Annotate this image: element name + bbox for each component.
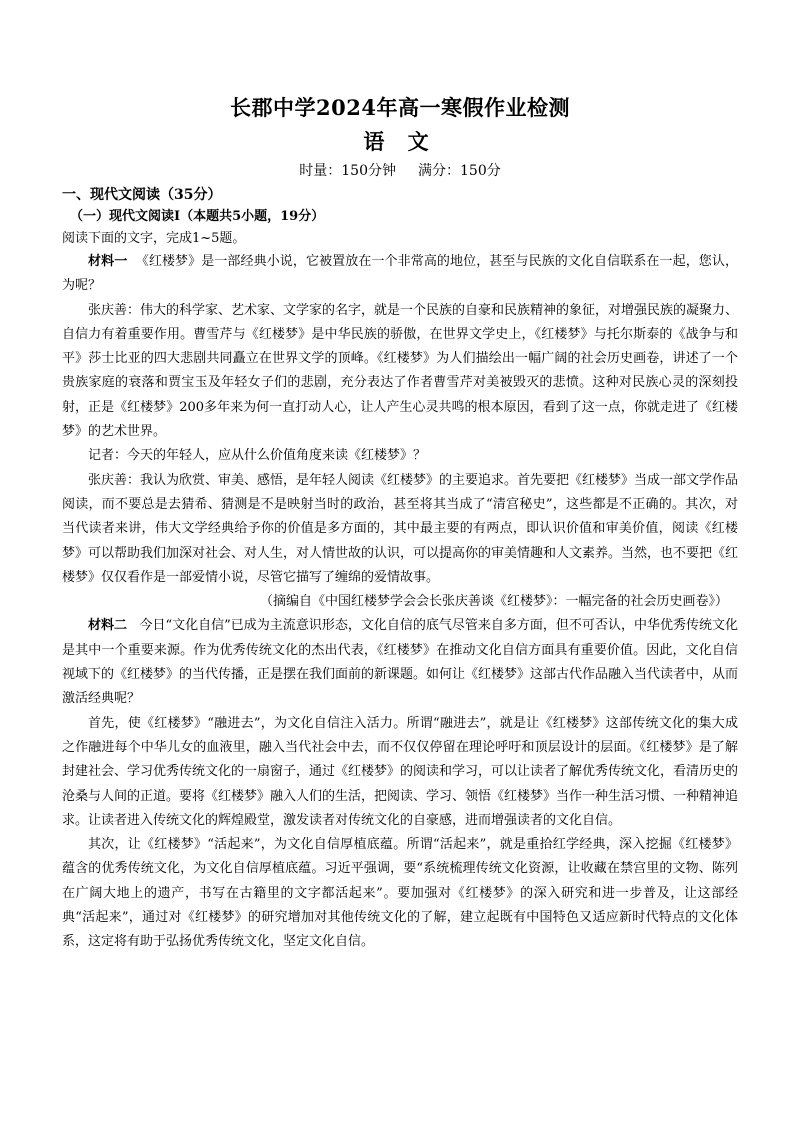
material2-label: 材料二 (88, 618, 128, 634)
material1-label: 材料一 (88, 254, 128, 269)
exam-title: 长郡中学2024年高一寒假作业检测 (230, 95, 570, 120)
section-heading: 一、现代文阅读（35分） (62, 187, 222, 203)
material2-p2: 首先，使《红楼梦》“融进去”，为文化自信注入活力。所谓“融进去”，就是让《红楼梦》这部传统文化的集大成之作融进每个中华儿女的血液里，融入当代社会中去，而不仅仅停留在理论呼吁和顶层设计的层面。《红楼梦》是了解封建社会、学习优秀传统文化的一扇窗子，通过《红楼梦》的阅读和学习，可以让读者了解优秀传统文化，看清历史的沧桑与人间的正道。要将《红楼梦》融入人们的生活，把阅读、学习、领悟《红楼梦》当作一种生活习惯、一种精神追求。让读者进入传统文化的辉煌殿堂，激发读者对传统文化的自豪感，进而增强读者的文化自信。 (62, 715, 739, 828)
reading-instruction: 阅读下面的文字，完成1~5题。 (62, 231, 246, 246)
material2-p3: 其次，让《红楼梦》“活起来”，为文化自信厚植底蕴。所谓“活起来”，就是重拾红学经典，深入挖掘《红楼梦》蕴含的优秀传统文化，为文化自信厚植底蕴。习近平强调，要“系统梳理传统文化资源，让收藏在禁宫里的文物、陈列在广阔大地上的遗产，书写在古籍里的文字都活起来”。要加强对《红楼梦》的深入研究和进一步普及，让这部经典“活起来”，通过对《红楼梦》的研究增加对其他传统文化的了解，建立起既有中国特色又适应新时代特点的文化体系，这定将有助于弘扬优秀传统文化，坚定文化自信。 (62, 837, 738, 950)
material1-p4: 张庆善：我认为欣赏、审美、感悟，是年轻人阅读《红楼梦》的主要追求。首先要把《红楼梦》当成一部文学作品阅读，而不要总是去猜希、猜测是不是映射当时的政治，甚至将其当成了“清宫秘史”，这些都是不正确的。其次，对当代读者来讲，伟大文学经典给予你的价值是多方面的，其中最主要的有两点，即认识价值和审美价值，阅读《红楼梦》可以帮助我们加深对社会、对人生，对人情世故的认识，可以提高你的审美情趣和人文素养。当然，也不要把《红楼梦》仅仅看作是一部爱情小说，尽管它描写了缠绵的爱情故事。 (62, 472, 739, 585)
time-limit: 时量：150分钟 (299, 163, 396, 179)
material2-p1: 今日“文化自信”已成为主流意识形态，文化自信的底气尽管来自多方面，但不可否认，中华优秀传统文化是其中一个重要来源。作为优秀传统文化的杰出代表，《红楼梦》在推动文化自信方面具有重要价值。因此，文化自信视域下的《红楼梦》的当代传播，正是摆在我们面前的新课题。如何让《红楼梦》这部古代作品融入当代读者中，从而激活经典呢？ (62, 618, 739, 707)
subject-title: 语 文 (363, 129, 437, 154)
material2-intro (62, 614, 738, 711)
material1-source: （摘编自《中国红楼梦学会会长张庆善谈《红楼梦》：一幅完备的社会历史画卷》） (259, 594, 728, 610)
full-score: 满分：150分 (418, 163, 501, 179)
material1-p3: 记者：今天的年轻人，应从什么价值角度来读《红楼梦》？ (88, 448, 427, 464)
material1-p1: 《红楼梦》是一部经典小说，它被置放在一个非常高的地位，甚至与民族的文化自信联系在一起，您认，为呢？ (62, 254, 738, 294)
subsection-heading: （一）现代文阅读Ⅰ（本题共5小题，19分） (70, 209, 325, 224)
exam-meta (62, 160, 738, 182)
material1-intro (62, 250, 738, 299)
material1-p2: 张庆善：伟大的科学家、艺术家、文学家的名字，就是一个民族的自豪和民族精神的象征，对增强民族的凝聚力、自信力有着重要作用。曹雪芹与《红楼梦》是中华民族的骄傲，在世界文学史上，《红楼梦》与托尔斯泰的《战争与和平》莎士比亚的四大悲剧共同矗立在世界文学的顶峰。《红楼梦》为人们描绘出一幅广阔的社会历史画卷，讲述了一个贵族家庭的衰落和贾宝玉及年轻女子们的悲剧，充分表达了作者曹雪芹对美被毁灭的悲愤。这种对民族心灵的深刻投射，正是《红楼梦》200多年来为何一直打动人心，让人产生心灵共鸣的根本原因，看到了这一点，你就走进了《红楼梦》的艺术世界。 (62, 302, 739, 440)
